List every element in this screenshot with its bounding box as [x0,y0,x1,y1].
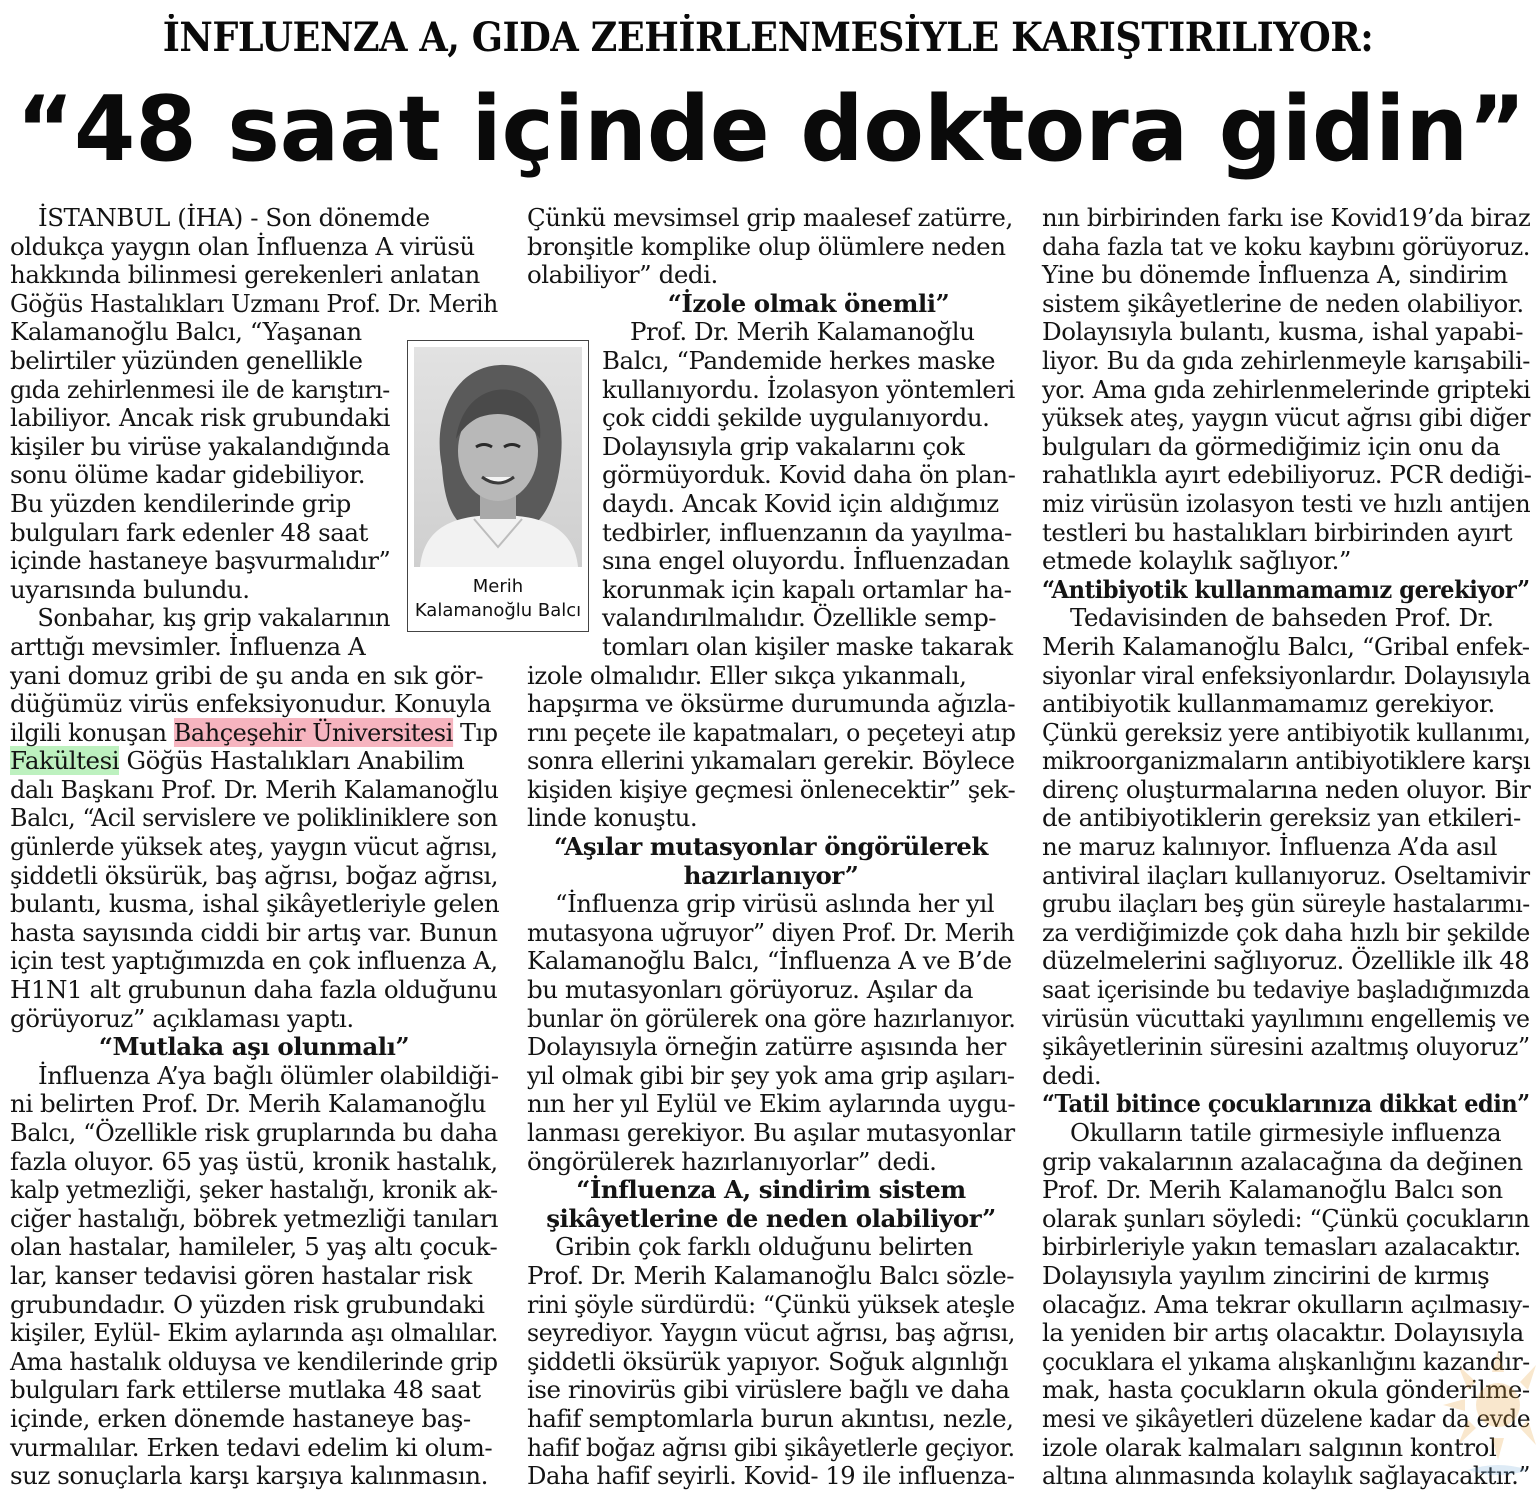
text-line: Daha hafif seyirli. Kovid- 19 ile influenza- [527,1461,1015,1491]
text-line: Kalamanoğlu Balcı, “İnfluenza A ve B’de [527,946,1012,976]
text-line: daha fazla tat ve koku kaybını görüyoruz. [1042,231,1531,261]
text-line: sonra ellerini yıkamaları gerekir. Böylece [527,746,1015,776]
text-line: şiddetli öksürük yapıyor. Soğuk algınlığı [527,1346,1008,1376]
text-line: direnç oluşturmalarına neden oluyor. Bir [1042,774,1531,804]
text-line: olarak şunları söyledi: “Çünkü çocukların [1042,1203,1530,1233]
text-line: lanması gerekiyor. Bu aşılar mutasyonlar [527,1118,1015,1147]
text-line: uyarısında bulundu. [10,574,250,604]
text-line: bronşitle komplike olup ölümlere neden [527,231,1006,261]
text-line: dalı Başkanı Prof. Dr. Merih Kalamanoğlu [10,774,499,804]
text-line: arttığı mevsimler. İnfluenza A [10,631,366,661]
text-line: kişiler bu virüse yakalandığında [10,431,390,461]
text-line: suz sonuçlarla karşı karşıya kalınmasın. [10,1461,488,1491]
text-line: kişiler, Eylül- Ekim aylarında aşı olmalılar. [10,1318,498,1348]
text-line: mutasyona uğruyor” diyen Prof. Dr. Merih [527,917,1015,947]
text-line: şiddetli öksürük, baş ağrısı, boğaz ağrısı, [10,860,499,890]
text-line: yüksek ateş, yaygın vücut ağrısı gibi diğer [1042,403,1531,433]
text-line: düğümüz virüs enfeksiyonudur. Konuyla [10,689,492,719]
text-line: birbirleriyle yakın temasları azalacaktır. [1042,1232,1521,1262]
text-line: Merih Kalamanoğlu Balcı, “Gribal enfek- [1042,631,1530,661]
text-line: kullanıyordu. İzolasyon yöntemleri [602,374,1015,404]
text-line [10,747,498,776]
text-line: antiviral ilaçları kullanıyoruz. Oseltamivir [1042,860,1530,890]
text-line: içinde, erken dönemde hastaneye baş- [10,1403,471,1433]
kicker-headline: İNFLUENZA A, GIDA ZEHİRLENMESİYLE KARIŞTIRILIYOR: [162,14,1374,61]
text-line: Sonbahar, kış grip vakalarının [37,603,390,633]
text-line: görüyoruz” açıklaması yaptı. [10,1003,354,1033]
text-line: bulantı, kusma, ishal şikâyetleriyle gelen [10,889,500,919]
text-line: düzelmelerini sağlıyoruz. Özellikle ilk 48 [1042,946,1530,976]
text-line: fazla oluyor. 65 yaş üstü, kronik hastalık, [10,1146,498,1176]
text-line: mak, hasta çocukların okula gönderilme- [1042,1375,1530,1405]
text-line: nın her yıl Eylül ve Ekim aylarında uygu- [527,1089,1016,1119]
text-line: tedbirler, influenzanın da yayılma- [602,517,1012,547]
text-line: gıda zehirlenmesi ile de karıştırı- [10,374,390,404]
subheading: “Mutlaka aşı olunmalı” [98,1032,410,1062]
text-line: kişiden kişiye geçmesi önlenecektir” şek- [527,774,1016,804]
text-line: Yine bu dönemde İnfluenza A, sindirim [1042,260,1508,290]
text-fragment: Göğüs Hastalıkları Anabilim [126,746,465,776]
text-line [10,717,498,748]
caption-line: Kalamanoğlu Balcı [414,600,582,621]
text-line: etmede kolaylık sağlıyor.” [1042,546,1351,576]
text-line: Ama hastalık olduysa ve kendilerinde grip [10,1346,498,1376]
text-line: grip vakalarının azalacağına da değinen [1042,1146,1523,1176]
text-line: altına alınmasında kolaylık sağlayacaktır.” [1042,1461,1531,1491]
text-line: Okulların tatile girmesiyle influenza [1070,1118,1502,1147]
text-line: için test yaptığımızda en çok influenza A, [10,946,498,976]
text-line: Kalamanoğlu Balcı, “Yaşanan [10,317,362,347]
subheading: “İnfluenza A, sindirim sistem [576,1175,966,1205]
text-line: olabiliyor” dedi. [527,260,718,290]
text-line: bulguları fark ettilerse mutlaka 48 saat [10,1375,481,1405]
subheading: şikâyetlerine de neden olabiliyor” [546,1203,996,1233]
text-line: İSTANBUL (İHA) - Son dönemde [38,203,430,232]
subheading: “Antibiyotik kullanmamamız gerekiyor” [1042,574,1530,604]
text-line: kalp yetmezliği, şeker hastalığı, kronik ak- [10,1175,498,1205]
text-line: Balcı, “Özellikle risk gruplarında bu daha [10,1118,498,1147]
text-line: günlerde yüksek ateş, yaygın vücut ağrısı, [10,832,498,862]
text-line: H1N1 alt grubunun daha fazla olduğunu [10,975,498,1005]
text-line: Göğüs Hastalıkları Uzmanı Prof. Dr. Merih [10,288,498,318]
text-line: Çünkü mevsimsel grip maalesef zatürre, [527,203,1013,232]
text-line: “İnfluenza grip virüsü aslında her yıl [555,889,995,919]
text-line: izole olmalıdır. Eller sıkça yıkanmalı, [527,660,967,690]
text-line: saat içerisinde bu tedaviye başladığımızda [1042,975,1530,1005]
text-line: siyonlar viral enfeksiyonlardır. Dolayısıyla [1042,660,1531,690]
text-line: hakkında bilinmesi gerekenleri anlatan [10,260,480,290]
text-line: Balcı, “Pandemide herkes maske [602,345,996,375]
text-line: sistem şikâyetlerine de neden olabiliyor. [1042,288,1524,318]
text-line: Dolayısıyla yayılım zincirini de kırmış [1042,1260,1490,1290]
text-line: mikroorganizmaların antibiyotiklere karşı [1042,746,1531,776]
text-line: rını peçete ile kapatmaları, o peçeteyi atıp [527,717,1016,747]
text-fragment: ilgili konuşan [10,717,167,747]
text-line: ne maruz kalınıyor. İnfluenza A’da asıl [1042,832,1497,862]
text-line: za verdiğimizde çok daha hızlı bir şekilde [1042,917,1530,947]
text-line: ni belirten Prof. Dr. Merih Kalamanoğlu [10,1089,487,1119]
highlight-faculty: Fakültesi [10,746,120,776]
text-line: rini şöyle sürdürdü: “Çünkü yüksek ateşle [527,1289,1015,1319]
text-fragment: Tıp [460,717,498,747]
text-line: seyrediyor. Yaygın vücut ağrısı, baş ağrısı, [527,1318,1015,1348]
text-line: nın birbirinden farkı ise Kovid19’da biraz [1042,203,1531,232]
text-line: Prof. Dr. Merih Kalamanoğlu Balcı son [1042,1175,1503,1205]
text-line: rahatlıkla ayırt edebiliyoruz. PCR dediği- [1042,460,1532,490]
text-line: hapşırma ve öksürme durumunda ağızla- [527,689,1016,719]
text-line: bu mutasyonları görüyoruz. Aşılar da [527,975,974,1005]
text-line: tomları olan kişiler maske takarak [602,631,1013,661]
text-line: içinde hastaneye başvurmalıdır” [10,546,391,576]
text-line: bulguları da görmediğimiz için onu da [1042,431,1500,461]
text-line: grubundadır. O yüzden risk grubundaki [10,1289,485,1319]
text-line: Balcı, “Acil servislere ve polikliniklere son [10,803,498,833]
text-line: bulguları fark edenler 48 saat [10,517,368,547]
text-line: belirtiler yüzünden genellikle [10,345,363,375]
text-line: miz virüsün izolasyon testi ve hızlı antijen [1042,488,1531,518]
text-line: Dolayısıyla bulantı, kusma, ishal yapabi- [1042,317,1524,347]
text-line: öngörülerek hazırlanıyorlar” dedi. [527,1146,937,1176]
text-line: hafif semptomlarla burun akıntısı, nezle, [527,1403,1014,1433]
text-line: korunmak için kapalı ortamlar ha- [602,574,1012,604]
text-line: liyor. Bu da gıda zehirlenmeyle karışabili- [1042,345,1531,375]
text-line: olacağız. Ama tekrar okulların açılmasıy- [1042,1289,1530,1319]
text-line: testleri bu hastalıkları birbirinden ayırt [1042,517,1513,547]
subheading: “Aşılar mutasyonlar öngörülerek [554,832,988,862]
text-line: Dolayısıyla grip vakalarını çok [602,431,965,461]
text-line: Prof. Dr. Merih Kalamanoğlu Balcı sözle- [527,1260,1015,1290]
article-column-3 [1042,204,1530,1491]
text-line: linde konuştu. [527,803,698,833]
text-line: lar, kanser tedavisi gören hastalar risk [10,1260,472,1290]
text-line: çocuklara el yıkama alışkanlığını kazandır- [1042,1346,1530,1376]
text-line: antibiyotik kullanmamamız gerekiyor. [1042,689,1495,719]
subheading: “İzole olmak önemli” [667,288,950,318]
text-line: görmüyorduk. Kovid daha ön plan- [602,460,1016,490]
text-line: bunlar ön görülerek ona göre hazırlanıyor. [527,1003,1016,1033]
main-headline: “48 saat içinde doktora gidin” [16,77,1526,182]
text-line: daydı. Ancak Kovid için aldığımız [602,488,999,518]
caption-line: Merih [472,576,524,597]
text-line: Bu yüzden kendilerinde grip [10,488,351,518]
text-line: Prof. Dr. Merih Kalamanoğlu [630,317,975,347]
text-line: yıl olmak gibi bir şey yok ama grip aşıları- [527,1060,1015,1090]
text-line: ise rinovirüs gibi virüslere bağlı ve daha [527,1375,1010,1405]
text-line: yani domuz gribi de şu anda en sık gör- [10,660,484,690]
text-line: Çünkü gereksiz yere antibiyotik kullanımı, [1042,717,1531,747]
text-line: mesi ve şikâyetleri düzelene kadar da evde [1042,1403,1531,1433]
text-line: izole olarak kalmaları salgının kontrol [1042,1432,1497,1462]
article-column-2 [527,204,1015,1491]
text-line: yor. Ama gıda zehirlenmelerinde gripteki [1042,374,1531,404]
text-line: valandırılmalıdır. Özellikle semp- [602,603,997,633]
highlight-university: Bahçeşehir Üniversitesi [173,717,453,747]
text-line: la yeniden bir artış olacaktır. Dolayısıyla [1042,1318,1524,1348]
text-line: sonu ölüme kadar gidebiliyor. [10,460,366,490]
text-line: sına engel oluyordu. İnfluenzadan [602,546,1010,576]
subheading: “Tatil bitince çocuklarınıza dikkat edin” [1042,1089,1530,1119]
text-line: dedi. [1042,1060,1102,1090]
text-line: olan hastalar, hamileler, 5 yaş altı çocuk- [10,1232,498,1262]
text-line: vurmalılar. Erken tedavi edelim ki olum- [10,1432,493,1462]
text-line: hafif boğaz ağrısı gibi şikâyetlerle geçiyor. [527,1432,1015,1462]
text-line: şikâyetlerinin süresini azaltmış oluyoruz” [1042,1032,1530,1062]
text-line: de antibiyotiklerin gereksiz yan etkileri- [1042,803,1521,833]
text-line: Dolayısıyla örneğin zatürre aşısında her [527,1032,1006,1062]
text-line: ciğer hastalığı, böbrek yetmezliği tanıları [10,1203,498,1233]
text-line: virüsün vücuttaki yayılımını engellemiş ve [1042,1003,1530,1033]
text-line: Tedavisinden de bahseden Prof. Dr. [1070,603,1494,633]
text-line: Gribin çok farklı olduğunu belirten [555,1232,973,1262]
subheading: hazırlanıyor” [683,860,859,890]
text-line: grubu ilaçları beş gün süreyle hastalarımı- [1042,889,1530,919]
text-line: labiliyor. Ancak risk grubundaki [10,403,390,433]
text-line: oldukça yaygın olan İnfluenza A virüsü [10,231,475,261]
text-line: hasta sayısında ciddi bir artış var. Bunun [10,917,498,947]
text-line: İnfluenza A’ya bağlı ölümler olabildiği- [38,1060,499,1090]
text-line: çok ciddi şekilde uygulanıyordu. [602,403,990,433]
